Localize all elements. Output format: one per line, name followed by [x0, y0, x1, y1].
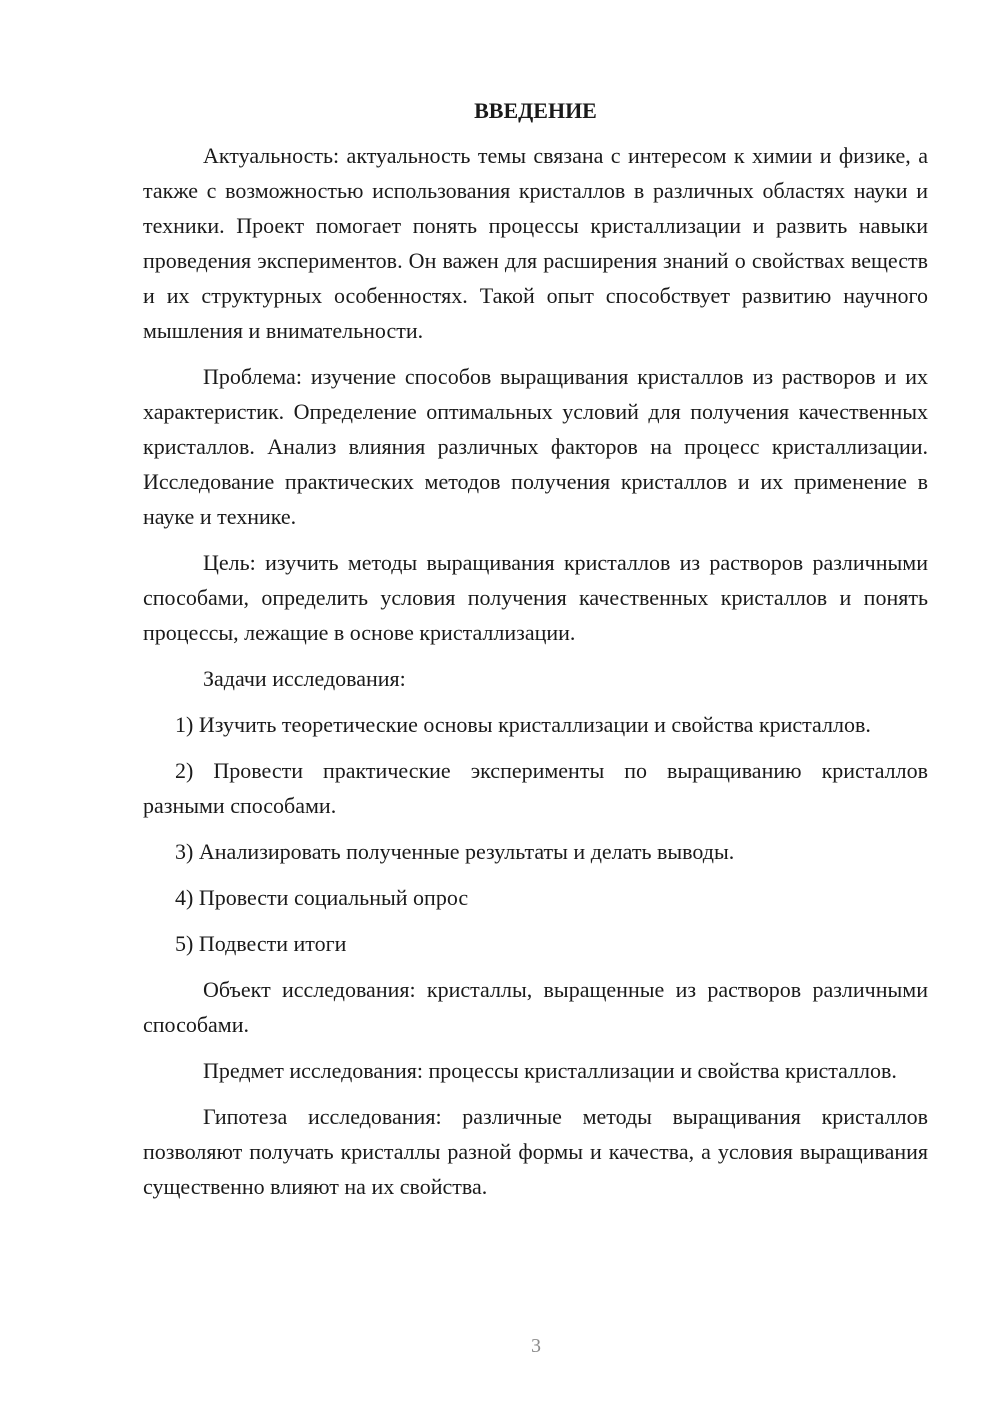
- document-page: [143, 96, 928, 1215]
- task-item: 1) Изучить теоретические основы кристаллизации и свойства кристаллов.: [175, 712, 871, 737]
- page-number: 3: [531, 1335, 541, 1357]
- task-item: 3) Анализировать полученные результаты и делать выводы.: [175, 839, 735, 864]
- problem-paragraph: Проблема: изучение способов выращивания кристаллов из растворов и их характеристик. Определение оптимальных условий для получения качественных кристаллов. Анализ влияния различных факторов на процесс кристаллизации. Исследование практических методов получения кристаллов и их применение в науке и технике.: [143, 364, 928, 529]
- task-item: 4) Провести социальный опрос: [175, 885, 469, 910]
- object-paragraph: Объект исследования: кристаллы, выращенные из растворов различными способами.: [143, 977, 928, 1037]
- task-item: 2) Провести практические эксперименты по выращиванию кристаллов разными способами.: [143, 758, 928, 818]
- subject-paragraph: Предмет исследования: процессы кристаллизации и свойства кристаллов.: [203, 1058, 897, 1083]
- section-title: ВВЕДЕНИЕ: [474, 98, 597, 123]
- hypothesis-paragraph: Гипотеза исследования: различные методы выращивания кристаллов позволяют получать кристаллы разной формы и качества, а условия выращивания существенно влияют на их свойства.: [143, 1104, 928, 1199]
- task-item: 5) Подвести итоги: [175, 931, 347, 956]
- goal-paragraph: Цель: изучить методы выращивания кристаллов из растворов различными способами, определить условия получения качественных кристаллов и понять процессы, лежащие в основе кристаллизации.: [143, 550, 928, 645]
- relevance-paragraph: Актуальность: актуальность темы связана с интересом к химии и физике, а также с возможностью использования кристаллов в различных областях науки и техники. Проект помогает понять процессы кристаллизации и развить навыки проведения экспериментов. Он важен для расширения знаний о свойствах веществ и их структурных особенностях. Такой опыт способствует развитию научного мышления и внимательности.: [143, 143, 928, 343]
- tasks-heading: Задачи исследования:: [203, 666, 406, 691]
